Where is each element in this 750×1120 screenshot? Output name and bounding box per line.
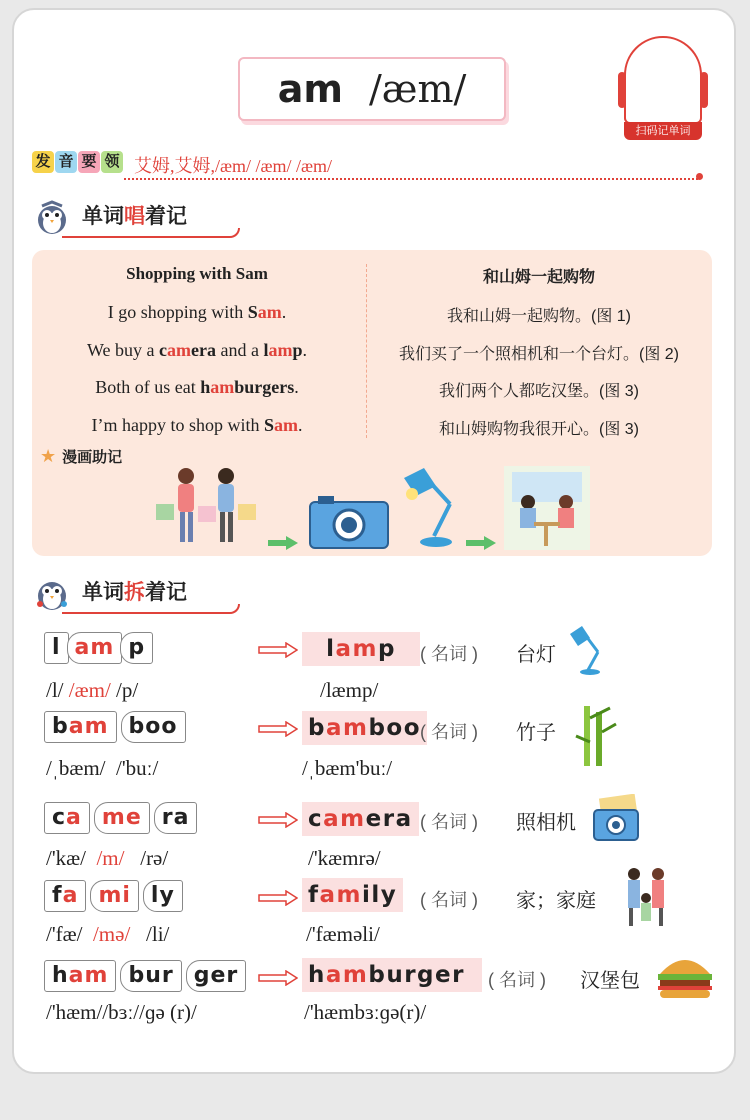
word-part: bam — [44, 711, 117, 743]
word-lamp: lamp — [302, 632, 420, 666]
word-ipa: /'fæməli/ — [306, 922, 380, 946]
word-part: me — [94, 802, 150, 834]
title-box — [238, 57, 506, 121]
double-arrow-icon — [258, 721, 298, 737]
star-icon: ★ — [40, 446, 57, 466]
word-part: p — [120, 632, 153, 664]
lamp-icon — [566, 624, 606, 676]
word-ipa: /læmp/ — [320, 678, 379, 702]
section-sing-title: 单词唱着记 — [82, 205, 187, 228]
part-ipa: /l/ /æm/ /p/ — [46, 678, 139, 702]
qr-label: 扫码记单词 — [624, 122, 702, 140]
section-split-title: 单词拆着记 — [82, 581, 187, 604]
word-part: ca — [44, 802, 90, 834]
word-parts-hamburger — [44, 960, 244, 992]
double-arrow-icon — [258, 970, 298, 986]
part-of-speech: ( 名词 ) — [420, 644, 478, 664]
song-zh-line: 我们两个人都吃汉堡。(图 3) — [438, 383, 639, 400]
word-part: ham — [44, 960, 116, 992]
word-parts-camera — [44, 802, 195, 834]
word-part: l — [44, 632, 69, 664]
part-of-speech: ( 名词 ) — [420, 890, 478, 910]
camera-icon — [592, 794, 642, 844]
word-part: fa — [44, 880, 86, 912]
song-zh-line: 和山姆购物我很开心。(图 3) — [438, 421, 639, 438]
word-hamburger: hamburger — [302, 958, 482, 992]
part-ipa: /'kæ/ /m/ /rə/ — [46, 846, 169, 870]
word-part: bur — [120, 960, 181, 992]
word-camera: camera — [302, 802, 419, 836]
song-en-line: I go shopping with Sam. — [107, 302, 287, 322]
song-en-title: Shopping with Sam — [126, 264, 268, 283]
eating-hamburger-illustration — [504, 466, 590, 550]
dotted-divider — [124, 178, 698, 180]
title-word: am — [277, 67, 343, 111]
double-arrow-icon — [258, 890, 298, 906]
word-parts-lamp — [44, 632, 151, 664]
double-arrow-icon — [258, 812, 298, 828]
word-meaning: 家；家庭 — [516, 890, 596, 912]
green-arrow-icon — [466, 536, 496, 550]
song-zh-line: 我们买了一个照相机和一个台灯。(图 2) — [398, 346, 679, 363]
word-part: boo — [121, 711, 186, 743]
word-ipa: /'hæmbɜːɡə(r)/ — [304, 1000, 427, 1024]
song-zh-line: 我和山姆一起购物。(图 1) — [446, 308, 631, 325]
bamboo-icon — [572, 702, 618, 768]
title-ipa: /æm/ — [368, 67, 467, 111]
pronunciation-text: 艾姆,艾姆,/æm/ /æm/ /æm/ — [134, 156, 333, 176]
part-of-speech: ( 名词 ) — [420, 812, 478, 832]
word-meaning: 照相机 — [516, 812, 576, 834]
lamp-illustration — [398, 464, 464, 550]
song-zh-title: 和山姆一起购物 — [482, 269, 595, 286]
word-part: mi — [90, 880, 138, 912]
part-ipa: /'fæ/ /mə/ /li/ — [46, 922, 170, 946]
double-arrow-icon — [258, 642, 298, 658]
word-part: ra — [154, 802, 198, 834]
word-meaning: 竹子 — [516, 722, 556, 744]
headphone-icon — [624, 36, 702, 124]
part-ipa: /ˌbæm/ /'buː/ — [46, 756, 159, 780]
song-en-line: I’m happy to shop with Sam. — [91, 415, 303, 435]
word-meaning: 汉堡包 — [580, 970, 640, 992]
word-parts-family — [44, 880, 181, 912]
comic-memo-label: ★ 漫画助记 — [40, 446, 123, 466]
family-icon — [620, 864, 674, 928]
green-arrow-icon — [268, 536, 298, 550]
word-family: family — [302, 878, 403, 912]
word-part: ger — [186, 960, 247, 992]
word-parts-bamboo — [44, 711, 184, 743]
word-ipa: /ˌbæm'buː/ — [302, 756, 393, 780]
word-part: ly — [143, 880, 183, 912]
page-title — [240, 59, 504, 119]
song-en-line: Both of us eat hamburgers. — [95, 377, 299, 397]
word-bamboo: bamboo — [302, 711, 427, 745]
shopping-people-illustration — [150, 464, 262, 550]
hamburger-icon — [656, 952, 714, 1000]
word-part: am — [67, 632, 123, 664]
pronunciation-tag: 发 音 要 领 — [32, 151, 123, 173]
word-ipa: /'kæmrə/ — [308, 846, 381, 870]
camera-illustration — [308, 492, 390, 550]
part-ipa: /'hæm//bɜː//ɡə (r)/ — [46, 1000, 197, 1024]
part-of-speech: ( 名词 ) — [488, 970, 546, 990]
part-of-speech: ( 名词 ) — [420, 722, 478, 742]
song-panel — [32, 250, 712, 556]
qr-scan-button[interactable] — [618, 36, 710, 140]
song-en-line: We buy a camera and a lamp. — [86, 340, 308, 360]
word-meaning: 台灯 — [516, 644, 556, 666]
